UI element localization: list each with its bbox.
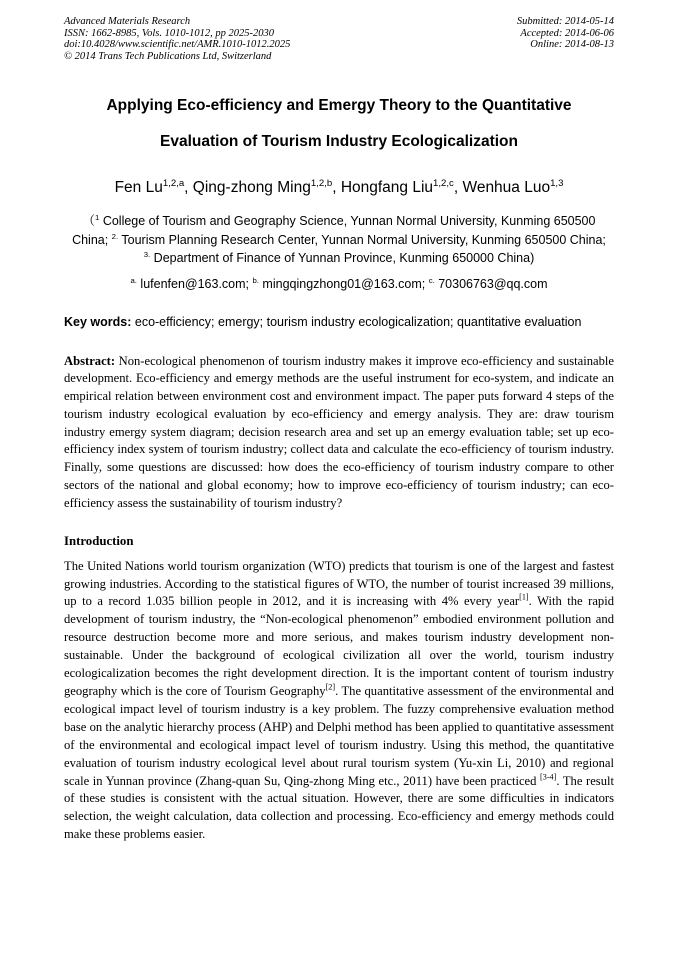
- author-separator: ,: [332, 179, 341, 196]
- introduction-paragraph: [64, 558, 614, 845]
- citation-ref: [3-4]: [540, 771, 557, 781]
- intro-text-part: The United Nations world tourism organization (WTO) predicts that tourism is one of the largest and fastest growing industries. According to the statistical figures of WTO, the number of tourist increased 39 millions, up to a record 1.035 billion people in 2012, and it is increasing with 4% every year: [64, 558, 614, 609]
- affiliation-mark: 1: [95, 212, 100, 222]
- date-accepted: Accepted: 2014-06-06: [520, 27, 614, 39]
- abstract-text: Non-ecological phenomenon of tourism industry makes it improve eco-efficiency and sustainable development. Eco-efficiency and emergy methods are the useful instrument for eco-system, and indicate an empirical relation between environment cost and environment impact. The paper puts forward 4 steps of the tourism industry ecological evaluation by eco-efficiency and emergy analysis. They are: draw tourism industry emergy system diagram; decision research area and set up an emergy evaluation table; set up eco-efficiency index system of tourism industry; collect data and calculate the eco-efficiency of tourism industry. Finally, some questions are discussed: how does the eco-efficiency of tourism industry compare to other sectors of the national and global economy; how to improve eco-efficiency of tourism industry; can eco-efficiency assess the sustainability of tourism industry?: [64, 353, 614, 510]
- author-name: Wenhua Luo: [462, 179, 551, 196]
- affiliation-2: Tourism Planning Research Center, Yunnan Normal University, Kunming 650500 China;: [118, 232, 606, 247]
- journal-header: [64, 16, 614, 62]
- author-affiliation-mark: 1,2,a: [162, 177, 185, 189]
- journal-name: Advanced Materials Research: [64, 16, 191, 27]
- abstract-label: Abstract:: [64, 353, 116, 368]
- paper-title: [64, 88, 614, 160]
- affiliation-open-paren: （: [82, 214, 96, 228]
- author-affiliation-mark: 1,2,b: [310, 177, 333, 189]
- keywords-text: eco-efficiency; emergy; tourism industry ecologicalization; quantitative evaluation: [131, 314, 582, 329]
- intro-text-part: . The result of these studies is consistent with the actual situation. However, there are some difficulties in indicators selection, the weight calculation, data collection and processing. Eco-efficiency and emergy methods could make these problems easier.: [64, 773, 614, 842]
- author-name: Fen Lu: [114, 179, 163, 196]
- intro-text-part: . With the rapid development of tourism industry, the “Non-ecological phenomenon” embodied environment pollution and resource destruction become more and more serious, and makes tourism industry development non-sustainable. Under the background of ecological civilization all over the world, tourism industry ecologicalization becomes the right development direction. It is the important content of tourism industry geography which is the core of Tourism Geography: [64, 594, 614, 699]
- email-address: 70306763@qq.com: [434, 276, 548, 291]
- journal-copyright: © 2014 Trans Tech Publications Ltd, Switzerland: [64, 50, 272, 62]
- author-name: Hongfang Liu: [340, 179, 434, 196]
- author-list: [64, 178, 614, 198]
- affiliation-mark: 3.: [143, 249, 151, 259]
- submission-dates: [517, 16, 614, 62]
- title-line-1: Applying Eco-efficiency and Emergy Theory to the Quantitative: [106, 97, 572, 114]
- author-separator: ,: [453, 179, 463, 196]
- affiliation-3: Department of Finance of Yunnan Province, Kunming 650000 China): [150, 251, 535, 265]
- journal-issn: ISSN: 1662-8985, Vols. 1010-1012, pp 2025-2030: [64, 27, 274, 39]
- keywords-label: Key words:: [64, 314, 132, 329]
- email-address: mingqingzhong01@163.com;: [258, 276, 429, 291]
- citation-ref: [2]: [325, 682, 336, 692]
- author-affiliation-mark: 1,3: [550, 177, 564, 189]
- date-submitted: Submitted: 2014-05-14: [516, 16, 614, 27]
- author-separator: ,: [184, 179, 193, 196]
- intro-text-part: . The quantitative assessment of the environmental and ecological impact level of tourism industry is a key problem. The fuzzy comprehensive evaluation method base on the analytic hierarchy process (AHP) and Delphi method has been applied to quantitative assessment of the environmental and ecological impact level of tourism industry. Using this method, the quantitative evaluation of tourism industry ecological level about rural tourism system (Yu-xin Li, 2010) and regional scale in Yunnan province (Zhang-quan Su, Qing-zhong Ming etc., 2011) have been practiced: [64, 684, 614, 788]
- email-mark: c.: [428, 275, 435, 285]
- author-emails: [64, 276, 614, 292]
- email-mark: a.: [130, 275, 137, 285]
- journal-info: [64, 16, 290, 62]
- section-heading-introduction: Introduction: [64, 533, 134, 548]
- abstract: [64, 353, 614, 513]
- author-affiliation-mark: 1,2,c: [433, 177, 454, 189]
- author-name: Qing-zhong Ming: [192, 179, 311, 196]
- journal-doi: doi:10.4028/www.scientific.net/AMR.1010-1012.2025: [64, 39, 291, 50]
- title-line-2: Evaluation of Tourism Industry Ecologicalization: [160, 133, 518, 150]
- paper-page: [64, 16, 614, 844]
- affiliation-mark: 2.: [111, 231, 119, 241]
- email-address: lufenfen@163.com;: [136, 276, 253, 291]
- affiliations: [64, 212, 614, 268]
- email-mark: b.: [252, 275, 259, 285]
- keywords: [64, 314, 614, 330]
- affiliation-1: College of Tourism and Geography Science, Yunnan Normal University, Kunming 650500 China;: [72, 214, 596, 247]
- date-online: Online: 2014-08-13: [530, 39, 614, 50]
- citation-ref: [1]: [519, 592, 529, 602]
